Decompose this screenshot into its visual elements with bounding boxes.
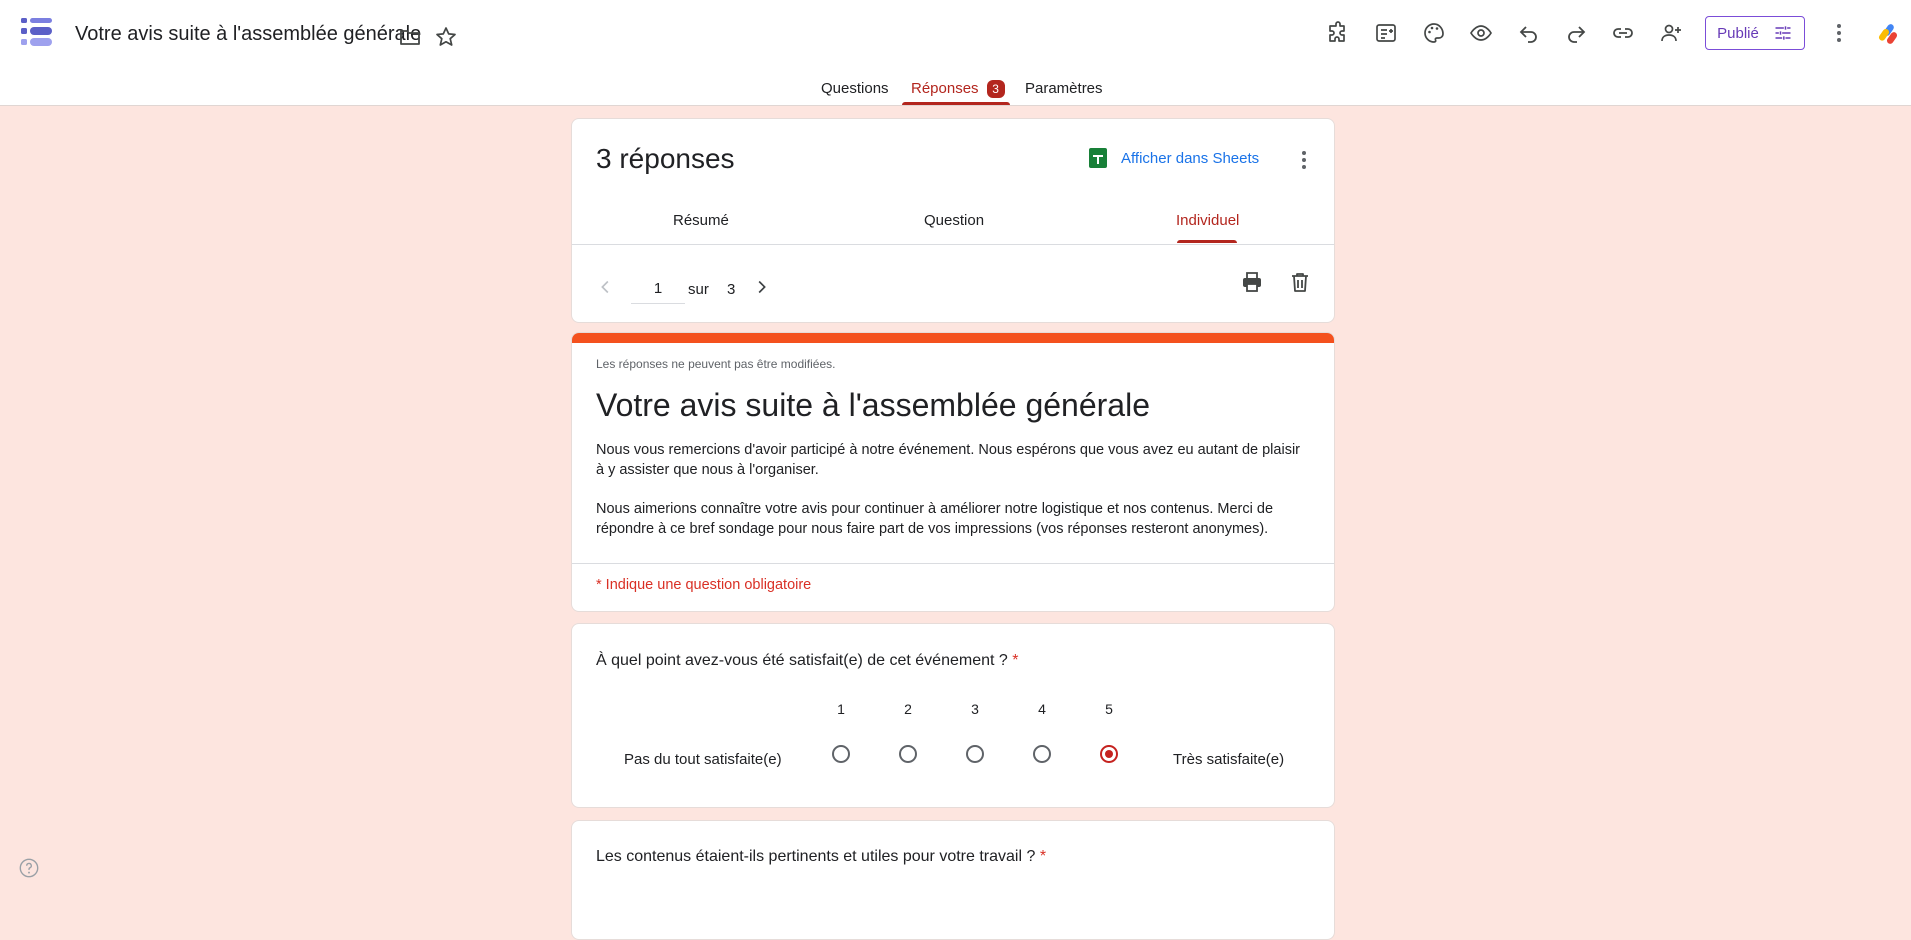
view-in-sheets-label: Afficher dans Sheets [1121, 149, 1260, 167]
addon-icon[interactable] [1324, 19, 1352, 47]
document-title[interactable]: Votre avis suite à l'assemblée générale [75, 23, 422, 45]
responses-count-badge: 3 [987, 80, 1005, 98]
chevron-left-icon[interactable] [594, 275, 618, 299]
required-question-note: * Indique une question obligatoire [596, 577, 812, 593]
star-icon[interactable] [432, 23, 460, 51]
preview-icon[interactable] [1467, 19, 1495, 47]
publish-button[interactable] [1705, 16, 1805, 50]
form-header-card [571, 332, 1335, 612]
subtab-question[interactable]: Question [924, 212, 985, 229]
chevron-right-icon[interactable] [749, 275, 773, 299]
scale-number: 1 [837, 701, 845, 717]
responses-count-title: 3 réponses [596, 143, 735, 174]
more-icon[interactable] [1827, 21, 1851, 45]
undo-icon[interactable] [1515, 19, 1543, 47]
subtab-individual[interactable]: Individuel [1176, 212, 1240, 229]
question-title [596, 848, 1046, 866]
help-icon[interactable] [18, 857, 40, 879]
tab-settings[interactable]: Paramètres [1025, 80, 1103, 97]
tab-questions[interactable]: Questions [821, 80, 889, 97]
scale-high-label: Très satisfaite(e) [1173, 751, 1285, 768]
sheets-icon [1089, 148, 1107, 168]
customize-icon[interactable] [1372, 19, 1400, 47]
scale-number: 3 [971, 701, 979, 717]
link-icon[interactable] [1609, 19, 1637, 47]
question-title [596, 652, 1018, 670]
account-logo[interactable] [1873, 19, 1903, 49]
palette-icon[interactable] [1420, 19, 1448, 47]
active-tab-indicator [902, 102, 1010, 105]
responses-more-icon[interactable] [1292, 148, 1316, 172]
folder-icon[interactable] [396, 23, 424, 51]
form-accent-bar [572, 333, 1334, 343]
tab-responses-label: Réponses [911, 80, 979, 97]
main-tabs [0, 70, 1911, 106]
scale-number: 4 [1038, 701, 1046, 717]
forms-logo[interactable] [20, 17, 56, 53]
responses-summary-card [571, 118, 1335, 323]
active-subtab-indicator [1177, 240, 1237, 243]
question-card-relevance [571, 820, 1335, 940]
pager-of-label: sur [688, 281, 709, 298]
scale-radio-1[interactable] [832, 745, 850, 763]
subtab-divider [572, 244, 1334, 245]
delete-icon[interactable] [1286, 268, 1314, 296]
required-asterisk: * [1039, 848, 1047, 865]
form-divider [572, 563, 1334, 564]
required-asterisk: * [1012, 652, 1019, 669]
scale-low-label: Pas du tout satisfaite(e) [624, 751, 782, 768]
form-description-2: Nous aimerions connaître votre avis pour continuer à améliorer notre logistique et nos contenus. Merci de répondre à ce bref sondage pour nous faire part de vos impressions (vos réponses resteront anonymes). [596, 501, 1274, 537]
publish-label: Publié [1717, 24, 1759, 42]
app-header [0, 0, 1911, 106]
scale-number: 2 [904, 701, 912, 717]
scale-radio-2[interactable] [899, 745, 917, 763]
question-text: À quel point avez-vous été satisfait(e) de cet événement ? [596, 652, 1008, 669]
read-only-note: Les réponses ne peuvent pas être modifiées. [596, 357, 836, 371]
subtab-summary[interactable]: Résumé [673, 212, 729, 229]
question-card-satisfaction [571, 623, 1335, 808]
scale-radio-5[interactable] [1100, 745, 1118, 763]
tune-icon [1773, 23, 1793, 43]
pager-total: 3 [727, 281, 736, 298]
form-title: Votre avis suite à l'assemblée générale [596, 387, 1150, 423]
redo-icon[interactable] [1562, 19, 1590, 47]
page-number-input[interactable] [631, 273, 685, 304]
tab-responses[interactable] [911, 80, 1005, 98]
view-in-sheets-link[interactable] [1089, 148, 1259, 168]
scale-radio-3[interactable] [966, 745, 984, 763]
form-description-1: Nous vous remercions d'avoir participé à notre événement. Nous espérons que vous avez eu autant de plaisir à y assister que nous à l'organiser. [596, 442, 1300, 478]
response-pager [594, 269, 794, 305]
scale-radio-4[interactable] [1033, 745, 1051, 763]
add-person-icon[interactable] [1657, 19, 1685, 47]
scale-number: 5 [1105, 701, 1113, 717]
question-text: Les contenus étaient-ils pertinents et utiles pour votre travail ? [596, 848, 1036, 865]
print-icon[interactable] [1238, 268, 1266, 296]
